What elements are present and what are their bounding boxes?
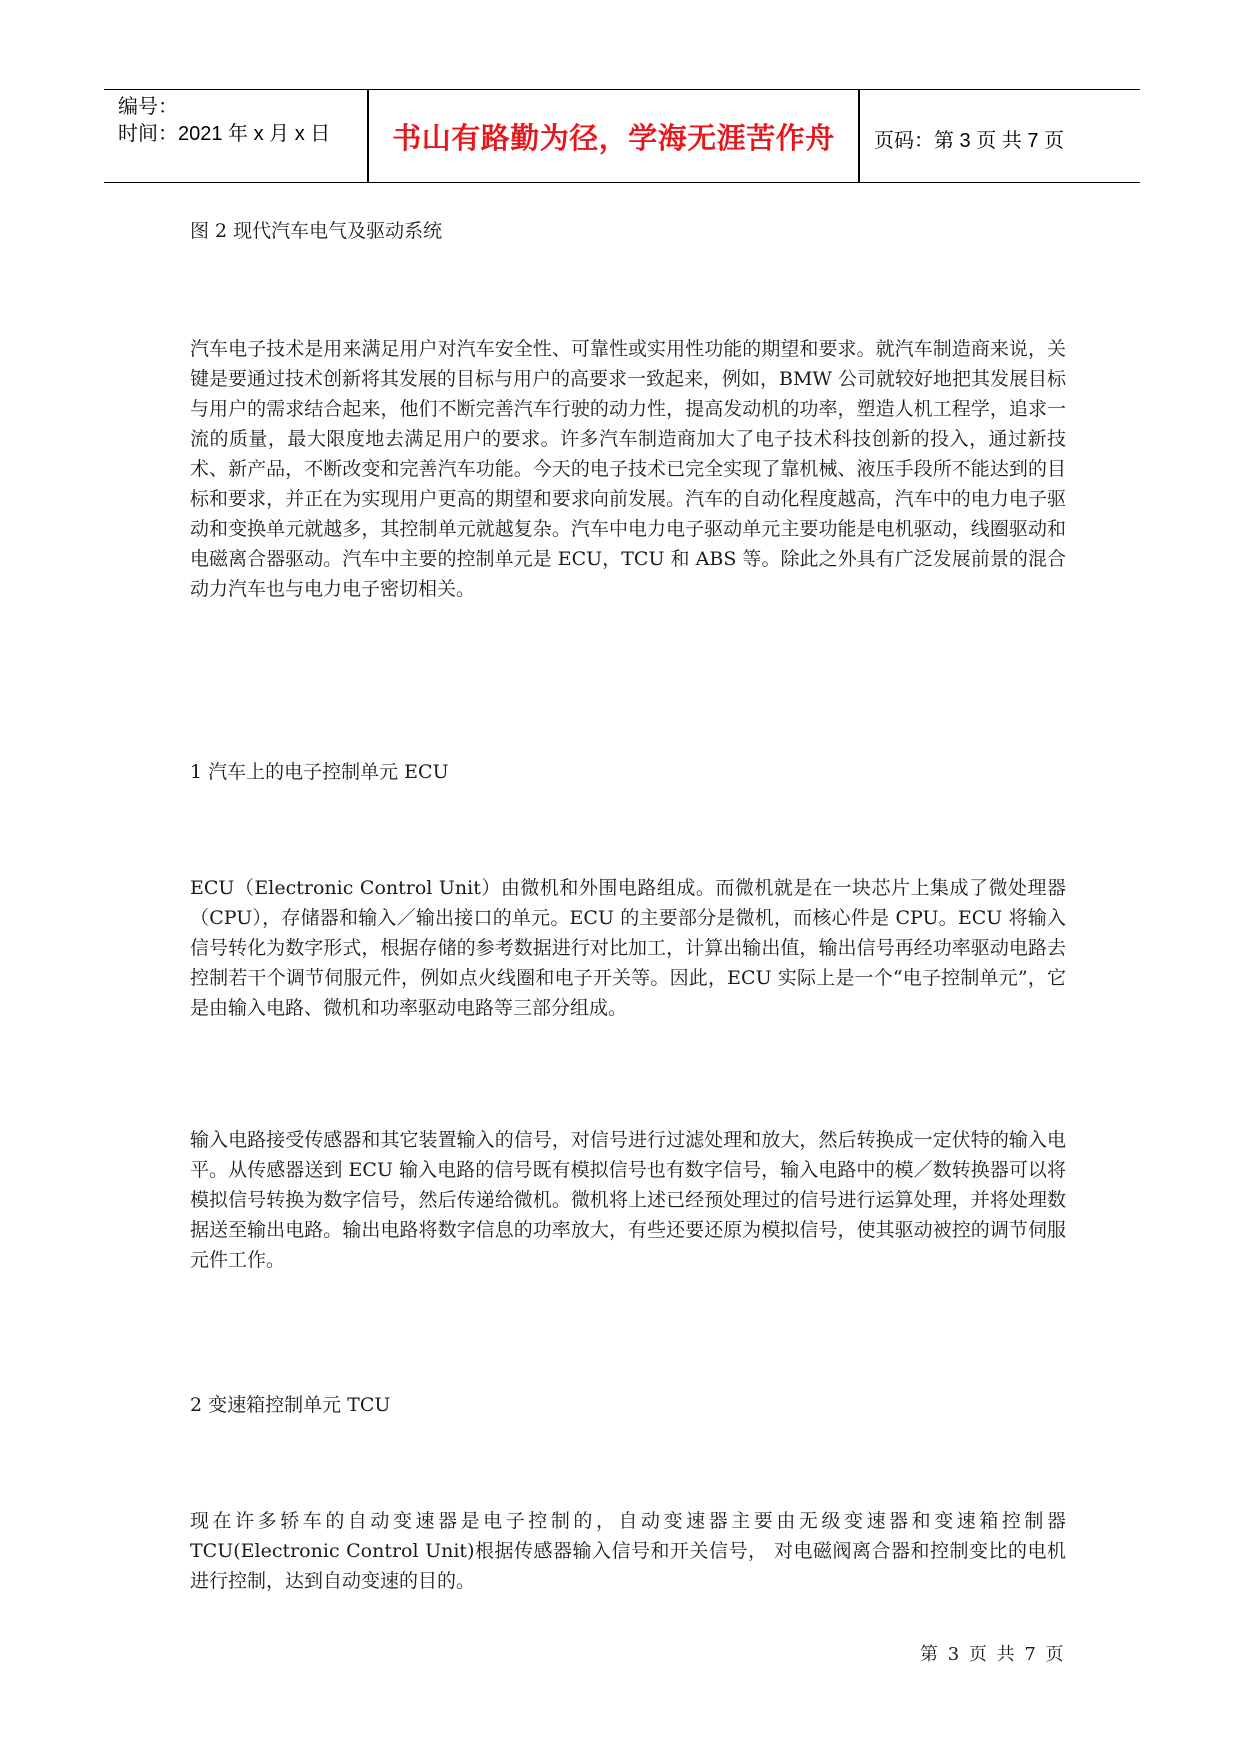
header-motto: 书山有路勤为径，学海无涯苦作舟 bbox=[392, 121, 835, 155]
document-number-label: 编号： bbox=[118, 96, 178, 118]
document-time-label: 时间：2021 年 x 月 x 日 bbox=[118, 123, 331, 145]
body-paragraph: 现在许多轿车的自动变速器是电子控制的，自动变速器主要由无级变速器和变速箱控制器 TCU(Electronic Control Unit)根据传感器输入信号和开关信号， 对电磁阀离合器和控制变比的电机进行控制，达到自动变速的目的。 bbox=[190, 1510, 1066, 1592]
figure-caption: 图 2 现代汽车电气及驱动系统 bbox=[190, 220, 443, 242]
section-heading: 1 汽车上的电子控制单元 ECU bbox=[190, 761, 449, 783]
header-meta bbox=[118, 94, 330, 148]
body-paragraph: 输入电路接受传感器和其它装置输入的信号，对信号进行过滤处理和放大，然后转换成一定伏特的输入电平。从传感器送到 ECU 输入电路的信号既有模拟信号也有数字信号，输入电路中的模／数转换器可以将模拟信号转换为数字信号，然后传递给微机。微机将上述已经预处理过的信号进行运算处理，并将处理数据送至输出电路。输出电路将数字信息的功率放大，有些还要还原为模拟信号，使其驱动被控的调节伺服元件工作。 bbox=[190, 1129, 1066, 1271]
header-page-code: 页码：第 3 页 共 7 页 bbox=[874, 130, 1065, 152]
page-footer: 第 3 页 共 7 页 bbox=[920, 1644, 1066, 1665]
page-header bbox=[104, 89, 1140, 183]
body-paragraph: 汽车电子技术是用来满足用户对汽车安全性、可靠性或实用性功能的期望和要求。就汽车制造商来说，关键是要通过技术创新将其发展的目标与用户的高要求一致起来，例如，BMW 公司就较好地把其发展目标与用户的需求结合起来，他们不断完善汽车行驶的动力性，提高发动机的功率，塑造人机工程学，追求一流的质量，最大限度地去满足用户的要求。许多汽车制造商加大了电子技术科技创新的投入，通过新技术、新产品，不断改变和完善汽车功能。今天的电子技术已完全实现了靠机械、液压手段所不能达到的目标和要求，并正在为实现用户更高的期望和要求向前发展。汽车的自动化程度越高，汽车中的电力电子驱动和变换单元就越多，其控制单元就越复杂。汽车中电力电子驱动单元主要功能是电机驱动，线圈驱动和电磁离合器驱动。汽车中主要的控制单元是 ECU，TCU 和 ABS 等。除此之外具有广泛发展前景的混合动力汽车也与电力电子密切相关。 bbox=[190, 338, 1066, 600]
header-divider bbox=[858, 90, 860, 182]
body-paragraph: ECU（Electronic Control Unit）由微机和外围电路组成。而微机就是在一块芯片上集成了微处理器（CPU），存储器和输入／输出接口的单元。ECU 的主要部分是微机，而核心件是 CPU。ECU 将输入信号转化为数字形式，根据存储的参考数据进行对比加工，计算出输出值，输出信号再经功率驱动电路去控制若干个调节伺服元件，例如点火线圈和电子开关等。因此，ECU 实际上是一个“电子控制单元”，它是由输入电路、微机和功率驱动电路等三部分组成。 bbox=[190, 877, 1066, 1019]
section-heading: 2 变速箱控制单元 TCU bbox=[190, 1394, 391, 1416]
